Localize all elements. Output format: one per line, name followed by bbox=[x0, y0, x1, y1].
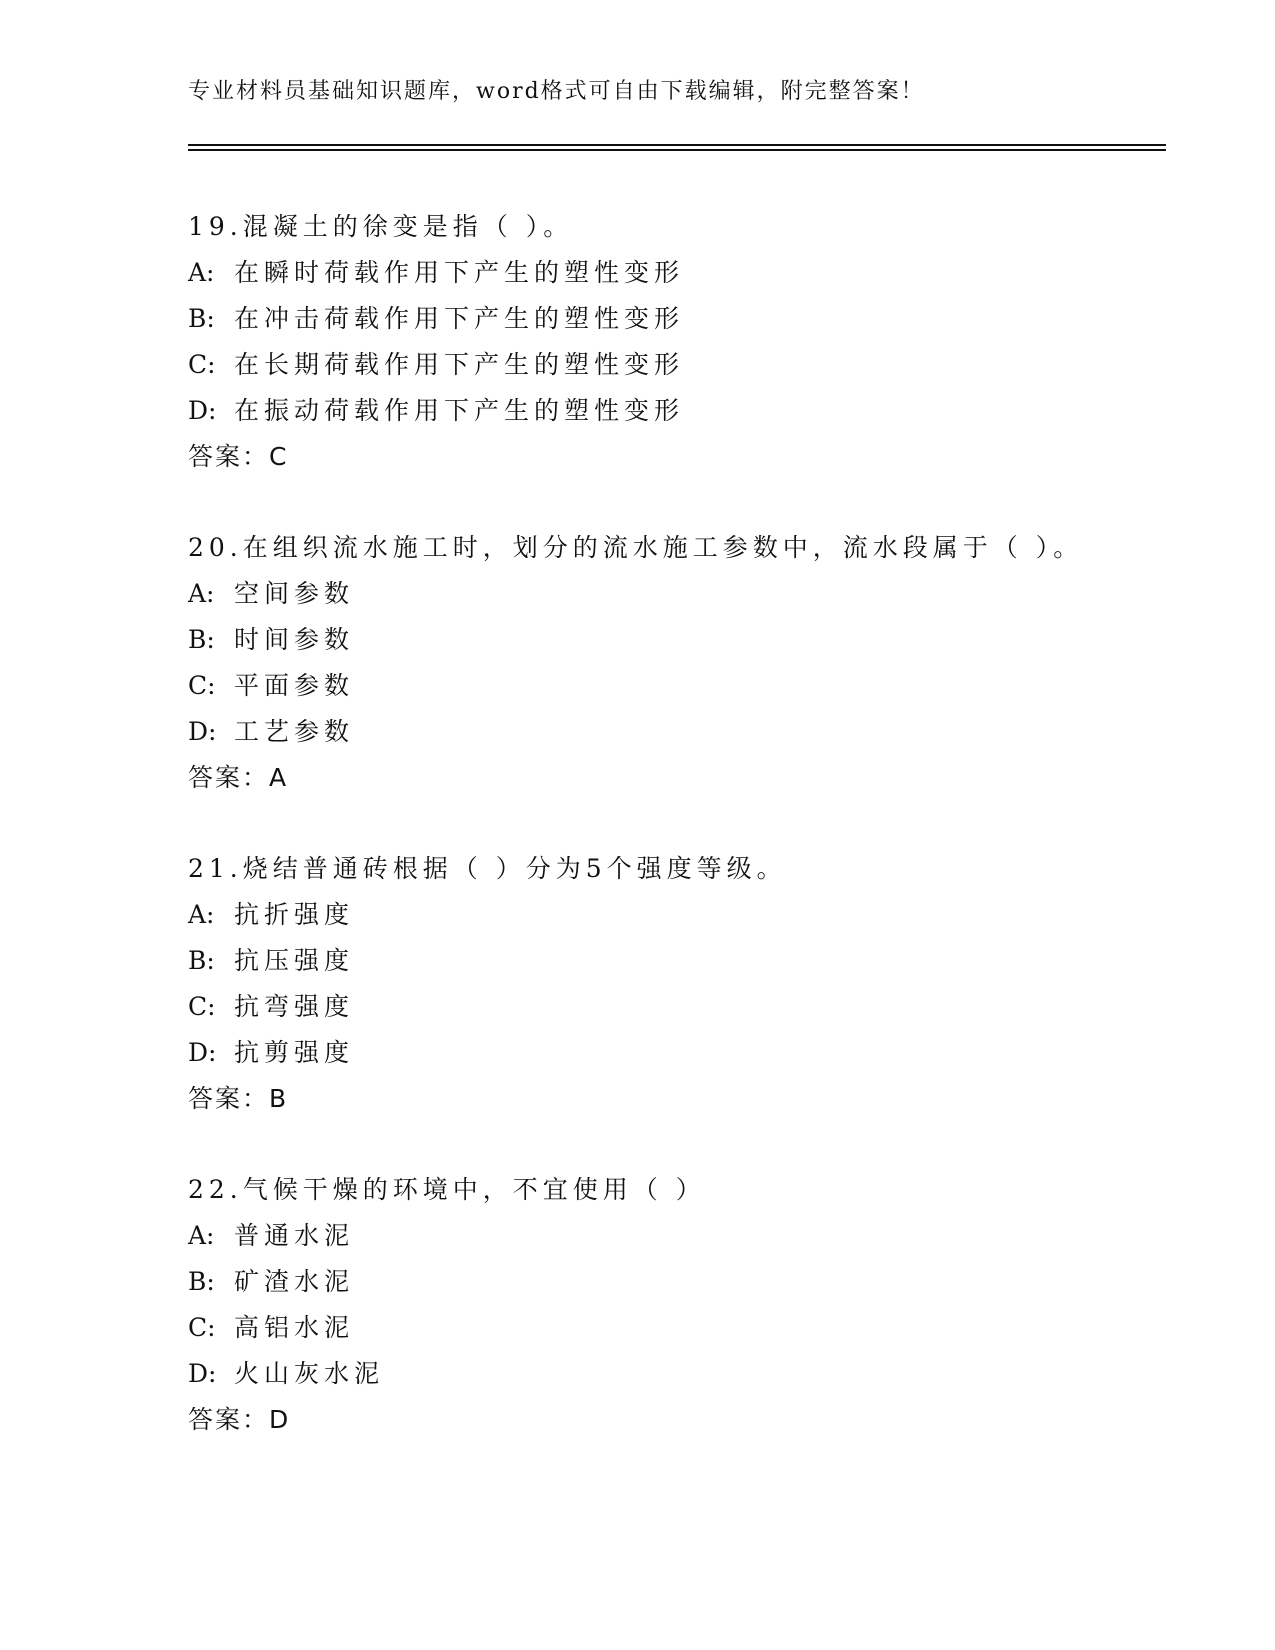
option-letter: C: bbox=[188, 671, 216, 700]
option-text: 火山灰水泥 bbox=[234, 1359, 385, 1388]
option-letter: A: bbox=[188, 1221, 215, 1250]
option-text: 高铝水泥 bbox=[234, 1313, 355, 1342]
answer-line: 答案：D bbox=[188, 1405, 291, 1434]
question-stem: 22.气候干燥的环境中，不宜使用（ ） bbox=[188, 1175, 706, 1204]
option-text: 抗折强度 bbox=[234, 900, 355, 929]
option-text: 抗压强度 bbox=[234, 946, 355, 975]
option-a bbox=[188, 250, 1168, 296]
option-b bbox=[188, 938, 1168, 984]
option-letter: D: bbox=[188, 1038, 217, 1067]
option-letter: B: bbox=[188, 304, 215, 333]
option-letter: C: bbox=[188, 350, 216, 379]
question-stem: 20.在组织流水施工时，划分的流水施工参数中，流水段属于（ ）。 bbox=[188, 533, 1084, 562]
option-letter: A: bbox=[188, 900, 215, 929]
option-text: 在冲击荷载作用下产生的塑性变形 bbox=[234, 304, 685, 333]
header-rule-top bbox=[188, 144, 1166, 146]
option-a bbox=[188, 892, 1168, 938]
option-text: 矿渣水泥 bbox=[234, 1267, 355, 1296]
option-letter: B: bbox=[188, 946, 215, 975]
option-text: 抗剪强度 bbox=[234, 1038, 355, 1067]
option-letter: C: bbox=[188, 992, 216, 1021]
option-text: 工艺参数 bbox=[234, 717, 355, 746]
option-letter: D: bbox=[188, 717, 217, 746]
option-text: 在振动荷载作用下产生的塑性变形 bbox=[234, 396, 685, 425]
option-d bbox=[188, 1030, 1168, 1076]
question-list bbox=[188, 204, 1168, 1488]
option-text: 抗弯强度 bbox=[234, 992, 355, 1021]
option-text: 空间参数 bbox=[234, 579, 355, 608]
option-c bbox=[188, 1305, 1168, 1351]
option-d bbox=[188, 1351, 1168, 1397]
option-text: 时间参数 bbox=[234, 625, 355, 654]
option-b bbox=[188, 1259, 1168, 1305]
question-19 bbox=[188, 204, 1168, 480]
option-text: 普通水泥 bbox=[234, 1221, 355, 1250]
page-header: 专业材料员基础知识题库，word格式可自由下载编辑，附完整答案！ bbox=[188, 79, 925, 104]
answer-line: 答案：A bbox=[188, 763, 289, 792]
option-text: 在长期荷载作用下产生的塑性变形 bbox=[234, 350, 685, 379]
option-c bbox=[188, 663, 1168, 709]
option-d bbox=[188, 709, 1168, 755]
option-text: 平面参数 bbox=[234, 671, 355, 700]
question-20 bbox=[188, 525, 1168, 801]
option-letter: C: bbox=[188, 1313, 216, 1342]
option-c bbox=[188, 984, 1168, 1030]
question-stem: 19.混凝土的徐变是指（ ）。 bbox=[188, 212, 574, 241]
header-rule-bottom bbox=[188, 149, 1166, 151]
option-text: 在瞬时荷载作用下产生的塑性变形 bbox=[234, 258, 685, 287]
option-c bbox=[188, 342, 1168, 388]
option-b bbox=[188, 296, 1168, 342]
option-a bbox=[188, 1213, 1168, 1259]
option-letter: B: bbox=[188, 1267, 215, 1296]
option-letter: D: bbox=[188, 1359, 217, 1388]
option-b bbox=[188, 617, 1168, 663]
option-letter: D: bbox=[188, 396, 217, 425]
option-letter: A: bbox=[188, 579, 215, 608]
option-a bbox=[188, 571, 1168, 617]
answer-line: 答案：C bbox=[188, 442, 289, 471]
option-letter: A: bbox=[188, 258, 215, 287]
option-d bbox=[188, 388, 1168, 434]
answer-line: 答案：B bbox=[188, 1084, 289, 1113]
question-22 bbox=[188, 1167, 1168, 1443]
question-21 bbox=[188, 846, 1168, 1122]
question-stem: 21.烧结普通砖根据（ ）分为5个强度等级。 bbox=[188, 854, 787, 883]
option-letter: B: bbox=[188, 625, 215, 654]
